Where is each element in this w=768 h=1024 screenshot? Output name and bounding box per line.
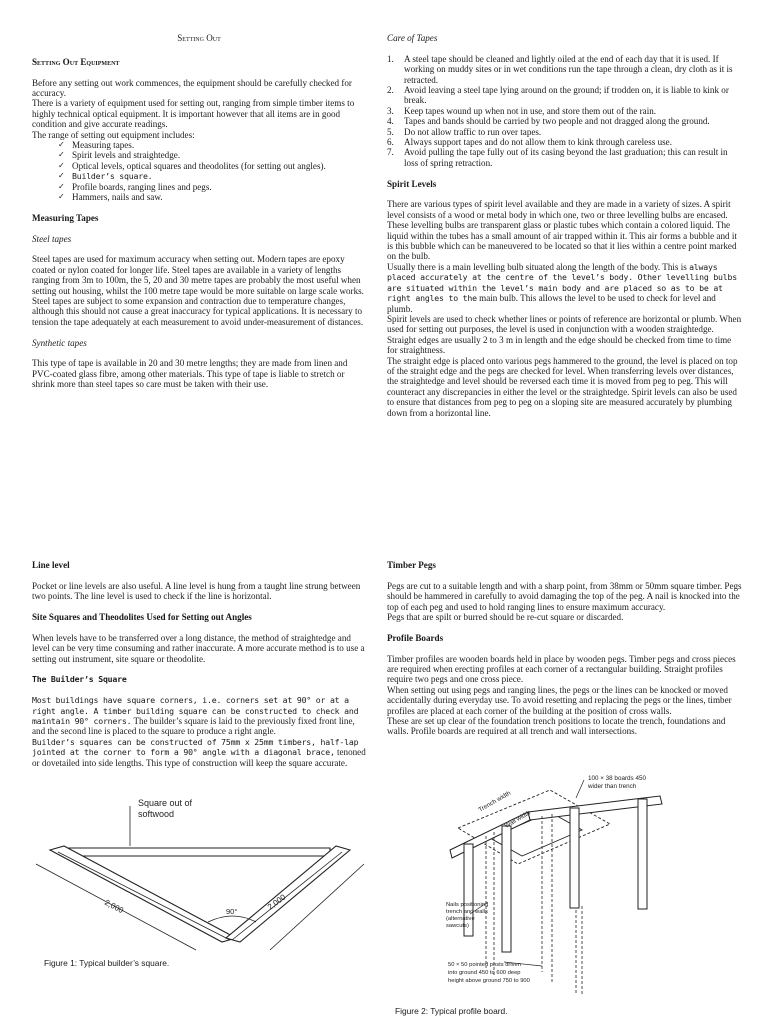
post — [502, 826, 511, 952]
measuring-tapes-heading: Measuring Tapes — [32, 212, 99, 223]
list-item: 2. Avoid leaving a steel tape lying around on the ground; if trodden on, it is liable to kink or break. — [387, 85, 729, 106]
equipment-list — [32, 140, 366, 202]
line-level-heading: Line level — [32, 560, 70, 570]
intro-paragraph-1: Before any setting out work commences, the equipment should be carefully checked for accuracy. — [32, 77, 352, 98]
builders-square-figure — [30, 792, 370, 952]
list-item: ✓ Measuring tapes. — [58, 140, 366, 150]
list-item: 6. Always support tapes and do not allow them to kink through careless use. — [387, 137, 672, 148]
figure2-trench-width-label: Trench width — [477, 789, 513, 814]
equipment-heading: Setting Out Equipment — [32, 56, 120, 67]
figure2-wall-width-label: Wall width — [503, 809, 532, 830]
post — [570, 808, 579, 908]
spirit-paragraph-3: Spirit levels are used to check whether lines or points of reference are horizontal or plumb. When used for setting out purposes, the level is used in conjunction with a wooden straightedge. Straight edges are usually 2 to 3 m in length and the edge should be checked from time to time for straightness. — [387, 313, 742, 356]
list-item: 5. Do not allow traffic to run over tapes. — [387, 126, 542, 137]
list-item: 1. A steel tape should be cleaned and lightly oiled at the end of each day that it is used. If working on muddy sites or in wet conditions run the tape through a clean, dry cloth as it is retracted. — [387, 53, 733, 85]
figure2-nails-label-2: trench and walls — [446, 909, 488, 915]
profile-board-figure — [410, 772, 680, 1004]
figure2-posts-label-2: into ground 450 to 600 deep — [448, 970, 521, 976]
intro-paragraph-2: There is a variety of equipment used for setting out, ranging from simple timber items to highly technical optical equipment. It is important however that all items are in good condition and give accurate readings. — [32, 98, 355, 130]
figure1-dimension-left: 2,000 — [103, 897, 125, 916]
steel-tapes-paragraph-1: Steel tapes are used for maximum accuracy when setting out. Modern tapes are epoxy coated or nylon coated for longer life. Steel tapes are available in a variety of lengths ranging from 3m to 100m, the 5, 20 and 30 metre tapes are probably the most useful when setting out housing, whilst the 100 metre tape would be more suitable on large scale works. — [32, 254, 364, 296]
figure2-nails-label-4: sawcuts) — [446, 923, 469, 929]
list-item: ✓ Optical levels, optical squares and theodolites (for setting out angles). — [58, 161, 366, 171]
site-squares-paragraph: When levels have to be transferred over a long distance, the method of straightedge and level can be very time consuming and rather inaccurate. A more accurate method is to use a setting out instrument, site square or theodolite. — [32, 632, 365, 664]
left-leg-timber — [50, 846, 236, 942]
list-item: 4. Tapes and bands should be carried by two people and not dragged along the ground. — [387, 116, 710, 127]
brace-timber — [68, 848, 330, 856]
list-item: 3. Keep tapes wound up when not in use, and store them out of the rain. — [387, 105, 657, 116]
figure2-nails-label-3: (alternative — [446, 916, 475, 922]
figure1-label-line2: softwood — [138, 809, 175, 819]
steel-tapes-heading: Steel tapes — [32, 233, 72, 244]
builders-square-paragraph-2: Builder’s squares can be constructed of 75mm x 25mm timbers, half-lap jointed at the corner to form a 90° angle with a diagonal brace, tenoned or dovetailed into side lengths. This type of construction will keep the square accurate. — [32, 736, 366, 768]
post — [638, 799, 647, 909]
page-title: Setting Out — [177, 33, 221, 43]
timber-pegs-paragraph-2: Pegs that are spilt or burred should be re-cut square or discarded. — [387, 612, 624, 623]
figure2-nails-label-1: Nails positioning — [446, 902, 489, 908]
figure1-dimension-right: 2,000 — [265, 892, 288, 912]
synthetic-tapes-heading: Synthetic tapes — [32, 337, 87, 348]
steel-tapes-paragraph-2: Steel tapes are subject to some expansion and contraction due to temperature changes, although this should not cause a great inaccuracy for typical applications. It is necessary to tension the tape adequately at each measurement to avoid under-measurement of distances. — [32, 296, 364, 327]
figure2-posts-label-1: 50 × 50 pointed posts driven — [448, 962, 521, 968]
care-list — [387, 54, 743, 168]
figure2-posts-label-3: height above ground 750 to 900 — [448, 978, 530, 984]
line-level-paragraph: Pocket or line levels are also useful. A line level is hung from a taught line strung between two points. The line level is used to check if the line is horizontal. — [32, 580, 361, 602]
spirit-paragraph-2: Usually there is a main levelling bulb situated along the length of the body. This is always placed accurately at the centre of the level’s body. Other levelling bulbs are situated within the level’s main body and are placed so as to be at right angles to the main bulb. This allows the level to be used to check for level and plumb. — [387, 261, 737, 314]
figure2-boards-label-1: 100 × 38 boards 450 — [588, 775, 646, 782]
figure2-boards-label-2: wider than trench — [588, 783, 637, 790]
list-item: ✓ Profile boards, ranging lines and pegs. — [58, 182, 366, 192]
profile-boards-paragraph-2: When setting out using pegs and ranging lines, the pegs or the lines can be knocked or moved accidentally during everyday use. To avoid resetting and replacing the pegs or the lines, timber profiles are placed at each corner of the building at the position of cross walls. — [387, 684, 732, 716]
timber-pegs-paragraph-1: Pegs are cut to a suitable length and with a sharp point, from 38mm or 50mm square timber. Pegs should be hammered in carefully to avoid damaging the top of the peg. A nail is knocked into the top of each peg and used to hold ranging lines to ensure maximum accuracy. — [387, 580, 742, 612]
figure2-caption: Figure 2: Typical profile board. — [395, 1006, 508, 1016]
site-squares-heading: Site Squares and Theodolites Used for Setting out Angles — [32, 612, 252, 622]
list-item: ✓ Spirit levels and straightedge. — [58, 150, 366, 160]
left-top-column — [32, 33, 366, 390]
right-top-column — [387, 33, 743, 418]
figure1-caption: Figure 1: Typical builder’s square. — [44, 958, 170, 968]
list-item: ✓ Hammers, nails and saw. — [58, 192, 366, 202]
builders-square-paragraph-1: Most buildings have square corners, i.e. corners set at 90° or at a right angle. A timber building square can be constructed to check and maintain 90° corners. The builder’s square is laid to the previously fixed front line, and the second line is placed to the square to produce a right angle. — [32, 695, 359, 737]
profile-boards-paragraph-1: Timber profiles are wooden boards held in place by wooden pegs. Timber pegs and cross pieces are required when erecting profiles at each corner of a rectangular building. Straight profiles require two pegs and one cross piece. — [387, 653, 736, 685]
list-item: 7. Avoid pulling the tape fully out of its casing beyond the last graduation; this can result in loss of spring retraction. — [387, 147, 728, 168]
intro-paragraph-3: The range of setting out equipment includes: — [32, 129, 195, 140]
list-item: ✓ Builder’s square. — [58, 171, 366, 181]
figure1-label-line1: Square out of — [138, 798, 193, 808]
spirit-paragraph-1: There are various types of spirit level available and they are made in a variety of sizes. A spirit level consists of a wood or metal body in which one, two or three levelling bulbs are encased. These levelling bulbs are transparent glass or plastic tubes which contain a colored liquid. The liquid within the tubes has a small amount of air trapped within it. This air forms a bubble and it is this bubble which can be maneuvered to be located so that it lies within a centre point marked on the bulb. — [387, 199, 737, 262]
spirit-levels-heading: Spirit Levels — [387, 178, 437, 189]
left-bottom-column — [32, 560, 366, 768]
figure1-angle-label: 90° — [226, 907, 238, 916]
synthetic-tapes-paragraph: This type of tape is available in 20 and 30 metre lengths; they are made from linen and PVC-coated glass fibre, among other materials. This type of tape is liable to stretch or shrink more than steel tapes so care must be taken with their use. — [32, 358, 348, 390]
profile-boards-paragraph-3: These are set up clear of the foundation trench positions to locate the trench, foundations and walls. Profile boards are required at all trench and wall intersections. — [387, 716, 726, 737]
builders-square-heading: The Builder’s Square — [32, 674, 127, 685]
care-of-tapes-heading: Care of Tapes — [387, 33, 438, 43]
spirit-paragraph-4: The straight edge is placed onto various pegs hammered to the ground, the level is placed on top of the straight edge and the pegs are checked for level. When transferring levels over distances, the straightedge and level should be reversed each time it is moved from peg to peg. This will counteract any discrepancies in either the level or the straightedge. Spirit levels can also be used to ensure that distances from peg to peg on a sloping site are measured accurately by plumbing down from a horizontal line. — [387, 355, 738, 418]
profile-boards-heading: Profile Boards — [387, 632, 444, 643]
timber-pegs-heading: Timber Pegs — [387, 560, 436, 570]
right-bottom-column — [387, 560, 743, 737]
